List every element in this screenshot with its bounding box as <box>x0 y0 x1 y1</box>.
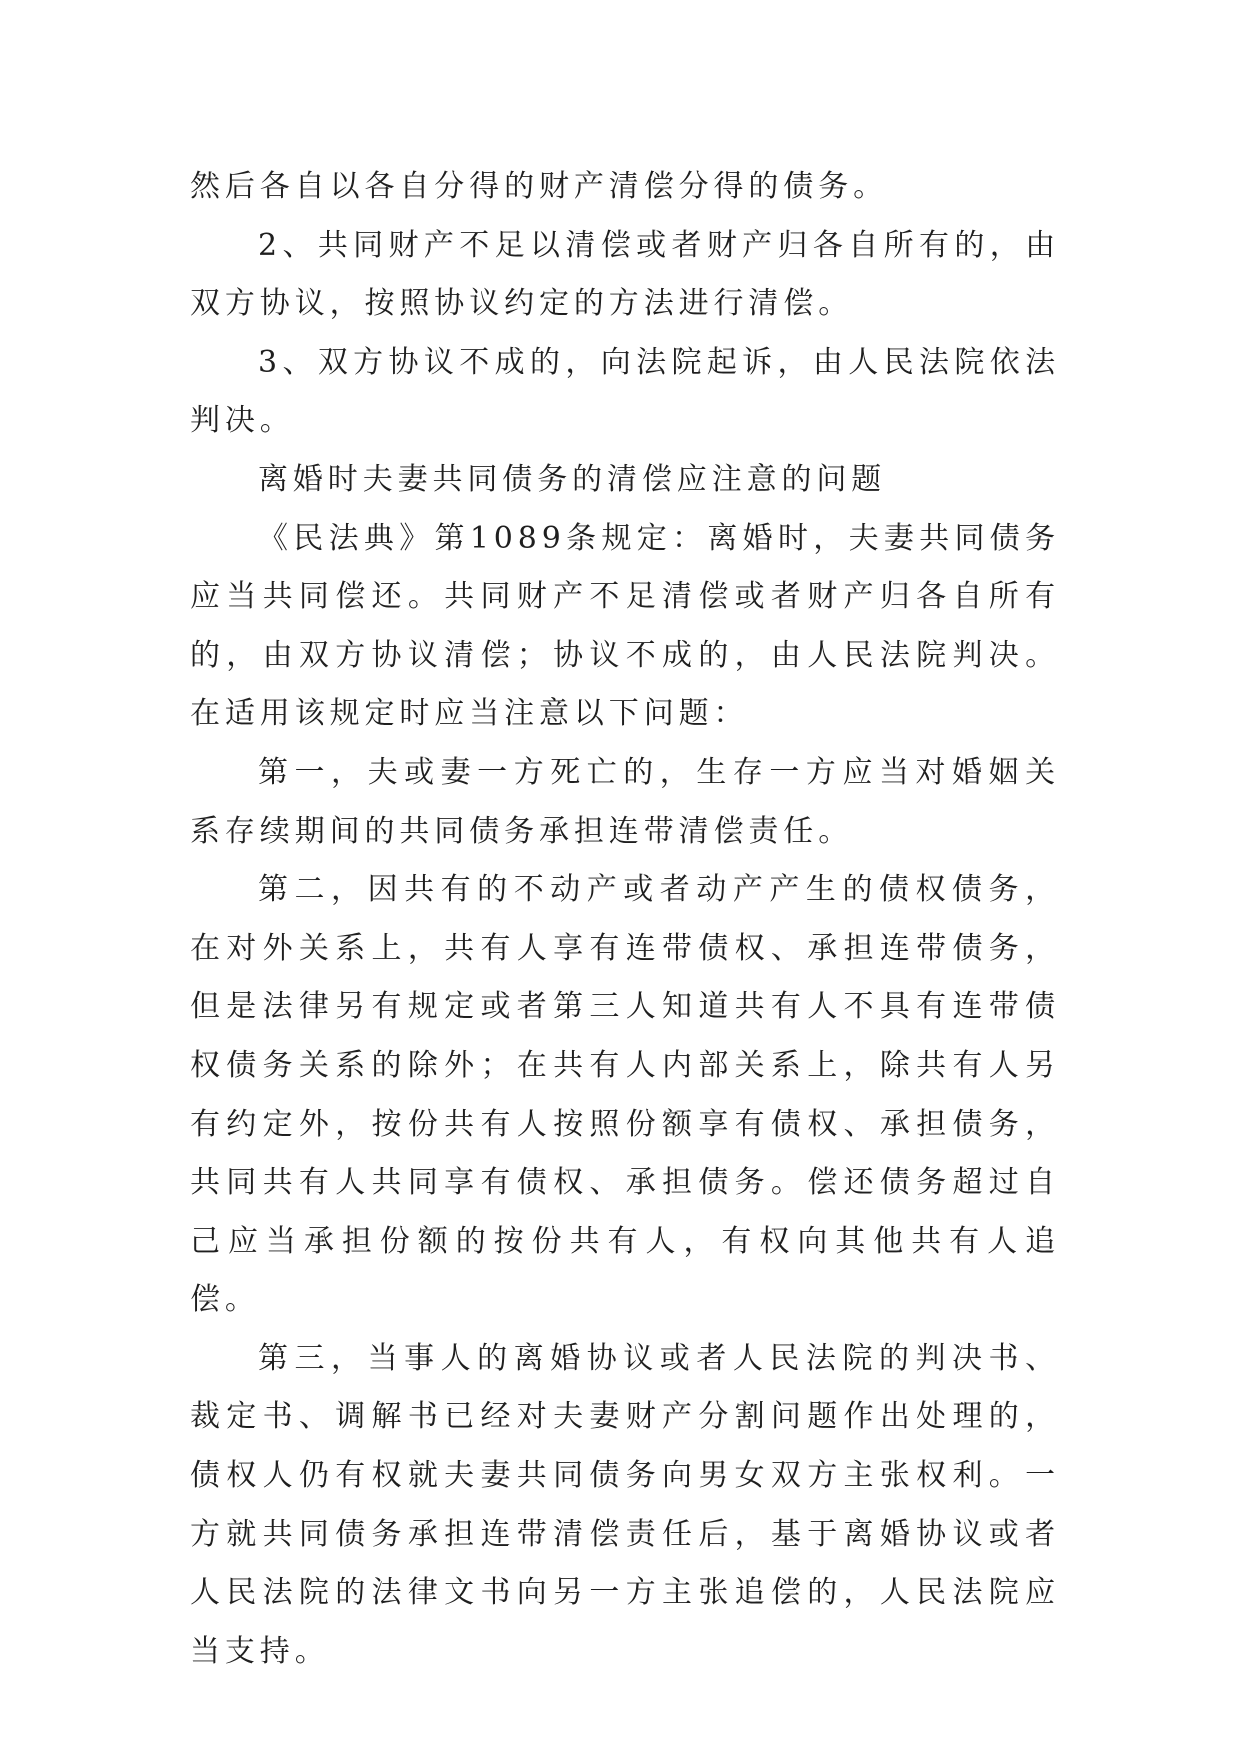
paragraph-continuation: 然后各自以各自分得的财产清偿分得的债务。 <box>190 169 888 204</box>
paragraph-second-point: 第二，因共有的不动产或者动产产生的债权债务，在对外关系上，共有人享有连带债权、承担连带债务，但是法律另有规定或者第三人知道共有人不具有连带债权债务关系的除外；在共有人内部关系上，除共有人另有约定外，按份共有人按照份额享有债权、承担债务，共同共有人共同享有债权、承担债务。偿还债务超过自己应当承担份额的按份共有人，有权向其他共有人追偿。 <box>190 872 1060 1318</box>
paragraph-third-point: 第三，当事人的离婚协议或者人民法院的判决书、裁定书、调解书已经对夫妻财产分割问题作出处理的，债权人仍有权就夫妻共同债务向男女双方主张权利。一方就共同债务承担连带清偿责任后，基于离婚协议或者人民法院的法律文书向另一方主张追偿的，人民法院应当支持。 <box>190 1340 1060 1669</box>
paragraph-first-point: 第一，夫或妻一方死亡的，生存一方应当对婚姻关系存续期间的共同债务承担连带清偿责任。 <box>190 754 1060 849</box>
section-heading: 离婚时夫妻共同债务的清偿应注意的问题 <box>258 461 887 497</box>
paragraph-item-2: 2、共同财产不足以清偿或者财产归各自所有的，由双方协议，按照协议约定的方法进行清偿。 <box>190 227 1060 322</box>
paragraph-civil-code-article: 《民法典》第1089条规定：离婚时，夫妻共同债务应当共同偿还。共同财产不足清偿或者财产归各自所有的，由双方协议清偿；协议不成的，由人民法院判决。在适用该规定时应当注意以下问题： <box>190 520 1060 732</box>
document-body <box>190 158 1060 1681</box>
paragraph-item-3: 3、双方协议不成的，向法院起诉，由人民法院依法判决。 <box>190 344 1060 439</box>
